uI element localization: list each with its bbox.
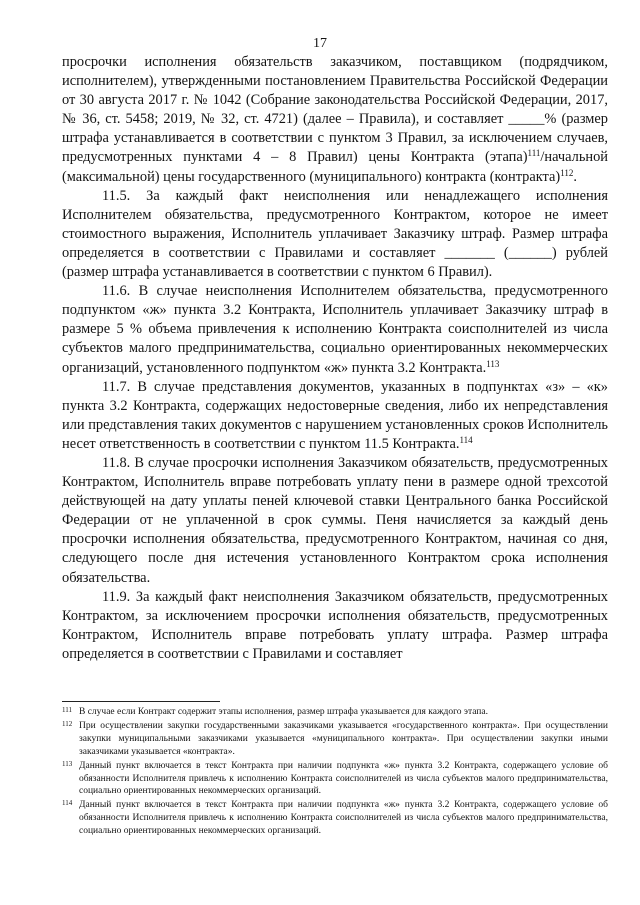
- footnote-mark: 114: [62, 799, 73, 808]
- footnote-text: Данный пункт включается в текст Контракта при наличии подпункта «ж» пункта 3.2 Контракта, содержащего условие об обязанности Исполнителя привлечь к исполнению Контракта соисполнителей из числа субъектов малого предпринимательства, социально ориентированных некоммерческих организаций.: [79, 800, 608, 837]
- paragraph: [62, 187, 608, 282]
- footnote-reference: 111: [527, 148, 541, 159]
- paragraph-text: 11.8. В случае просрочки исполнения Заказчиком обязательств, предусмотренных Контрактом, Исполнитель вправе потребовать уплату пени в размере одной трехсотой действующей на дату уплаты пеней ключевой ставки Центрального банка Российской Федерации от не уплаченной в срок суммы. Пеня начисляется за каждый день просрочки исполнения обязательства, предусмотренного Контрактом, начиная со дня, следующего после дня истечения установленного Контрактом срока исполнения обязательства.: [62, 454, 608, 586]
- footnotes: [62, 706, 608, 839]
- document-body: [62, 53, 608, 664]
- paragraph-text: 11.9. За каждый факт неисполнения Заказчиком обязательств, предусмотренных Контрактом, за исключением просрочки исполнения обязательств, предусмотренных Контрактом, Исполнитель вправе потребовать уплату штрафа. Размер штрафа определяется в соответствии с Правилами и составляет: [62, 588, 608, 662]
- paragraph: [62, 378, 608, 454]
- footnote-mark: 113: [62, 759, 73, 768]
- paragraph: [62, 53, 608, 187]
- footnote-text: В случае если Контракт содержит этапы исполнения, размер штрафа указывается для каждого этапа.: [79, 707, 488, 717]
- paragraph-text: 11.6. В случае неисполнения Исполнителем обязательства, предусмотренного подпунктом «ж» пункта 3.2 Контракта, Исполнитель уплачивает Заказчику штраф в размере 5 % объема привлечения к исполнению Контракта соисполнителей из числа субъектов малого предпринимательства, социально ориентированных некоммерческих организаций, установленного подпунктом «ж» пункта 3.2 Контракта.: [62, 283, 608, 376]
- paragraph: [62, 454, 608, 588]
- paragraph: [62, 282, 608, 377]
- footnote-separator: [62, 701, 220, 702]
- footnote: [62, 706, 608, 719]
- footnote-text: Данный пункт включается в текст Контракта при наличии подпункта «ж» пункта 3.2 Контракта, содержащего условие об обязанности Исполнителя привлечь к исполнению Контракта соисполнителей из числа субъектов малого предпринимательства, социально ориентированных некоммерческих организаций.: [79, 760, 608, 797]
- footnote-reference: 112: [560, 167, 574, 178]
- paragraph-text: просрочки исполнения обязательств заказчиком, поставщиком (подрядчиком, исполнителем), утвержденными постановлением Правительства Российской Федерации от 30 августа 2017 г. № 1042 (Собрание законодательства Российской Федерации, 2017, № 36, ст. 5458; 2019, № 32, ст. 4721) (далее – Правила), и составляет _____% (размер штрафа устанавливается в соответствии с пунктом 3 Правил, за исключением случаев, предусмотренных пунктами 4 – 8 Правил) цены Контракта (этапа): [62, 54, 608, 166]
- paragraph-text: /начальной (максимальной) цены государственного (муниципального) контракта (контракта): [62, 149, 608, 185]
- footnote-reference: 113: [486, 358, 500, 369]
- footnote: [62, 760, 608, 799]
- paragraph-text: 11.7. В случае представления документов, указанных в подпунктах «з» – «к» пункта 3.2 Контракта, содержащих недостоверные сведения, либо их непредставления или представления таких документов с нарушением установленных сроков Исполнитель несет ответственность в соответствии с пунктом 11.5 Контракта.: [62, 378, 608, 452]
- footnote-mark: 112: [62, 719, 73, 728]
- paragraph: [62, 588, 608, 664]
- footnote-reference: 114: [459, 434, 473, 445]
- footnote: [62, 799, 608, 838]
- footnote-text: При осуществлении закупки государственными заказчиками указывается «государственного контракта». При осуществлении закупки муниципальными заказчиками указывается «муниципального контракта». При осуществлении закупки иными заказчиками указывается «контракта».: [79, 720, 608, 757]
- footnote: [62, 720, 608, 759]
- page-number: 17: [313, 36, 327, 51]
- paragraph-text: 11.5. За каждый факт неисполнения или ненадлежащего исполнения Исполнителем обязательства, предусмотренного Контрактом, которое не имеет стоимостного выражения, Исполнитель уплачивает Заказчику штраф. Размер штрафа определяется в соответствии с Правилами и составляет _______ (______) рублей (размер штрафа устанавливается в соответствии с пунктом 6 Правил).: [62, 187, 608, 281]
- paragraph-text: .: [573, 168, 577, 185]
- footnote-mark: 111: [62, 706, 72, 714]
